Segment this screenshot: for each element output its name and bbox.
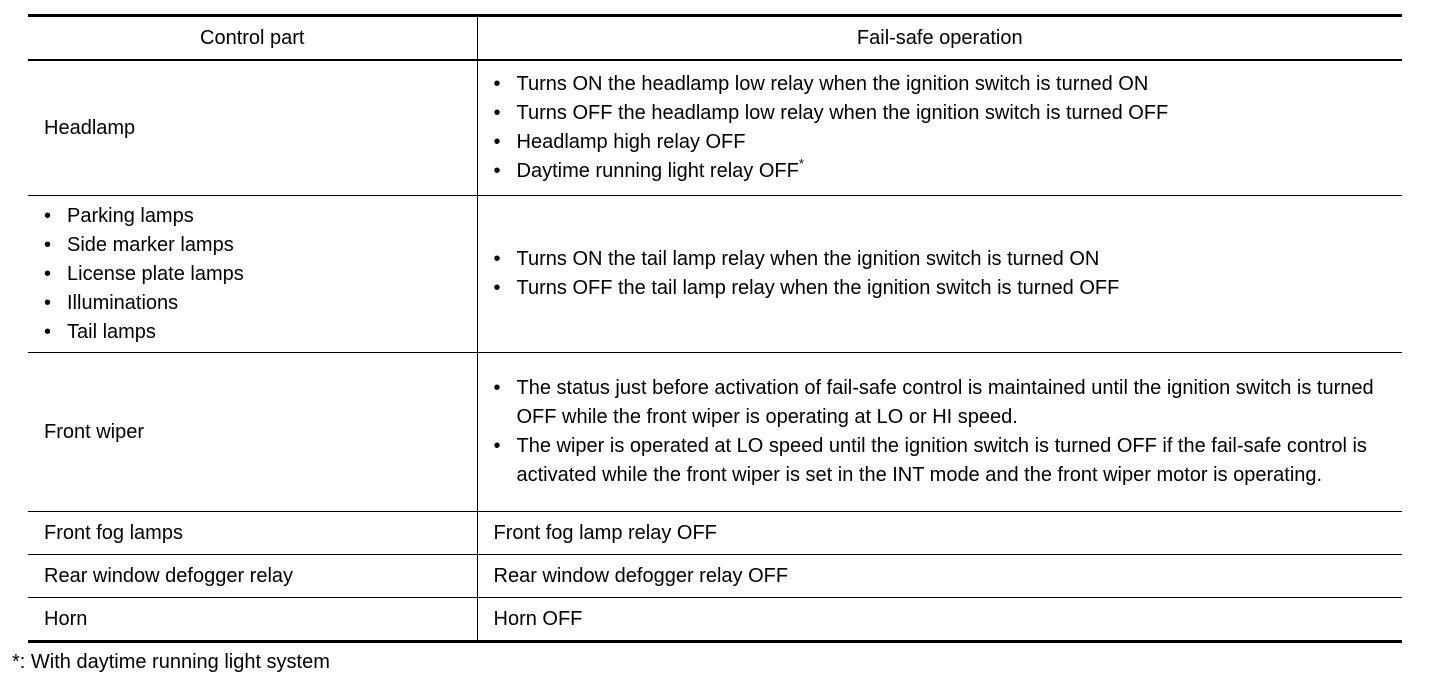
list-item: • Side marker lamps <box>44 231 467 260</box>
list-item: • License plate lamps <box>44 260 467 289</box>
control-part-label: Headlamp <box>44 116 136 139</box>
list-item: • The status just before activation of fail-safe control is maintained until the ignition switch is turned OFF while the front wiper is operating at LO or HI speed. <box>494 374 1393 432</box>
control-part-cell <box>28 60 477 196</box>
list-item: • Daytime running light relay OFF* <box>494 157 1393 186</box>
list-item: • Turns ON the tail lamp relay when the ignition switch is turned ON <box>494 245 1393 274</box>
operation-text: Front fog lamp relay OFF <box>493 521 717 544</box>
operation-cell <box>477 196 1402 353</box>
operation-text: Horn OFF <box>493 607 583 630</box>
list-item: • Turns ON the headlamp low relay when the ignition switch is turned ON <box>494 70 1393 99</box>
list-item: • Turns OFF the tail lamp relay when the ignition switch is turned OFF <box>494 274 1393 303</box>
operation-cell <box>477 60 1402 196</box>
operation-cell <box>477 555 1402 598</box>
control-part-label: Horn <box>44 607 88 630</box>
operation-list <box>494 70 1393 186</box>
list-item: • Illuminations <box>44 289 467 318</box>
footnote-marker: * <box>798 156 804 171</box>
footnote: *: With daytime running light system <box>12 651 330 673</box>
control-part-cell <box>28 353 477 512</box>
control-part-label: Front wiper <box>44 420 145 443</box>
control-part-cell <box>28 512 477 555</box>
operation-cell <box>477 512 1402 555</box>
operation-list <box>494 374 1393 490</box>
table-row <box>28 60 1402 196</box>
control-part-list <box>44 202 467 347</box>
table-row <box>28 353 1402 512</box>
control-part-cell <box>28 196 477 353</box>
operation-cell <box>477 353 1402 512</box>
operation-cell <box>477 598 1402 642</box>
table-row <box>28 196 1402 353</box>
fail-safe-table <box>28 14 1402 643</box>
list-item: • Turns OFF the headlamp low relay when the ignition switch is turned OFF <box>494 99 1393 128</box>
table-row <box>28 512 1402 555</box>
list-item: • Headlamp high relay OFF <box>494 128 1393 157</box>
control-part-cell <box>28 555 477 598</box>
control-part-cell <box>28 598 477 642</box>
operation-list <box>494 245 1393 303</box>
control-part-label: Rear window defogger relay <box>44 564 294 587</box>
table-row <box>28 598 1402 642</box>
list-item: • Parking lamps <box>44 202 467 231</box>
control-part-label: Front fog lamps <box>44 521 183 544</box>
header-fail-safe-operation: Fail-safe operation <box>477 16 1402 61</box>
header-control-part: Control part <box>28 16 477 61</box>
list-item: • Tail lamps <box>44 318 467 347</box>
table-row <box>28 555 1402 598</box>
operation-text: Rear window defogger relay OFF <box>493 564 789 587</box>
table-header-row <box>28 16 1402 61</box>
list-item: • The wiper is operated at LO speed until the ignition switch is turned OFF if the fail-safe control is activated while the front wiper is set in the INT mode and the front wiper motor is operating. <box>494 432 1393 490</box>
